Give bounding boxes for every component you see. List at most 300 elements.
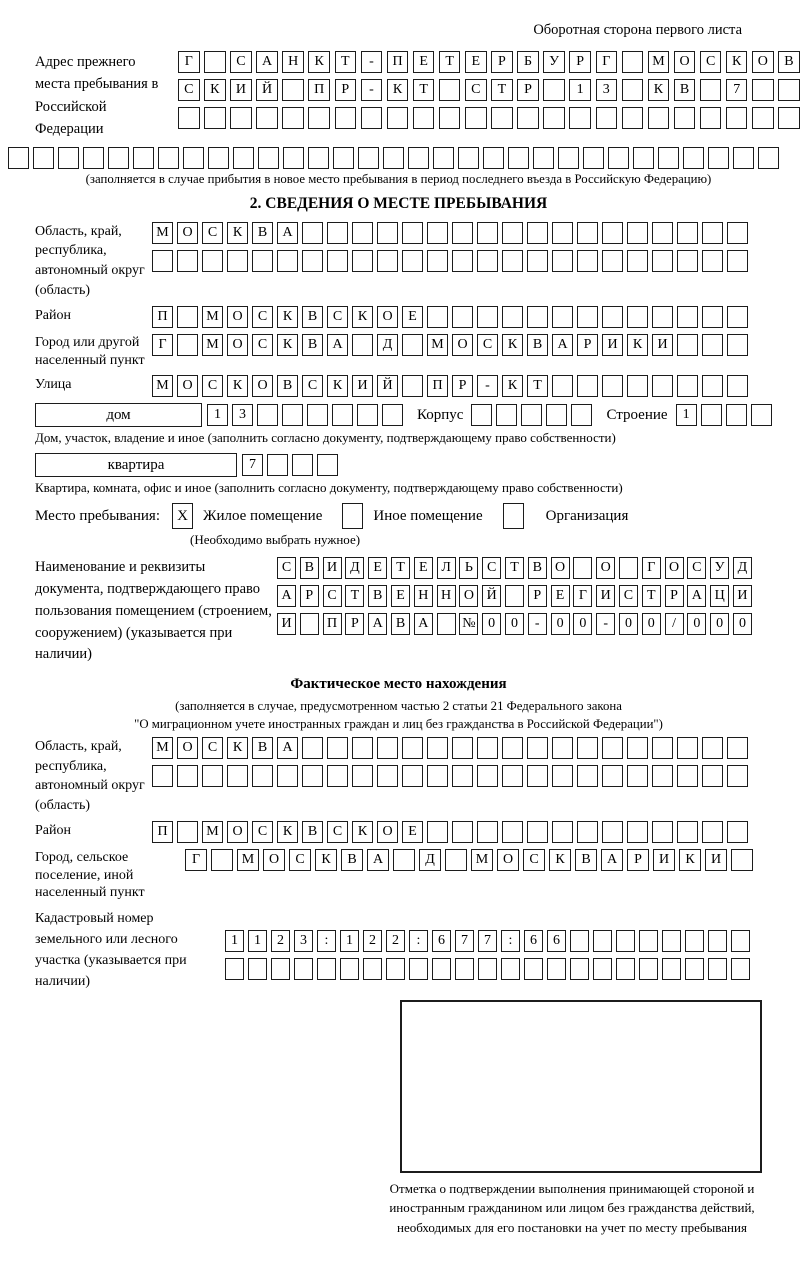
char-box[interactable] (177, 250, 198, 272)
char-box[interactable] (133, 147, 154, 169)
char-box[interactable]: Т (491, 79, 513, 101)
char-box[interactable] (633, 147, 654, 169)
residential-checkbox[interactable]: X (172, 503, 193, 529)
char-box[interactable]: Т (413, 79, 435, 101)
char-box[interactable] (708, 147, 729, 169)
char-box[interactable] (483, 147, 504, 169)
char-box[interactable] (543, 79, 565, 101)
char-box[interactable] (702, 250, 723, 272)
char-box[interactable] (726, 404, 747, 426)
char-box[interactable]: К (502, 375, 523, 397)
char-box[interactable]: О (551, 557, 570, 579)
char-box[interactable] (377, 250, 398, 272)
char-box[interactable] (452, 222, 473, 244)
char-box[interactable]: 6 (432, 930, 451, 952)
char-box[interactable]: В (300, 557, 319, 579)
char-box[interactable] (352, 765, 373, 787)
char-box[interactable] (622, 107, 644, 129)
char-box[interactable] (437, 613, 456, 635)
char-box[interactable] (225, 958, 244, 980)
char-box[interactable] (202, 250, 223, 272)
char-box[interactable]: Т (505, 557, 524, 579)
char-box[interactable] (577, 737, 598, 759)
char-box[interactable]: Е (368, 557, 387, 579)
char-box[interactable]: Е (402, 306, 423, 328)
char-box[interactable] (627, 306, 648, 328)
char-box[interactable]: К (549, 849, 571, 871)
char-box[interactable]: С (302, 375, 323, 397)
char-box[interactable] (570, 930, 589, 952)
char-box[interactable]: С (202, 375, 223, 397)
char-box[interactable] (674, 107, 696, 129)
char-box[interactable] (465, 107, 487, 129)
char-box[interactable]: 0 (551, 613, 570, 635)
char-box[interactable]: М (202, 821, 223, 843)
char-box[interactable] (452, 250, 473, 272)
char-box[interactable] (702, 375, 723, 397)
char-box[interactable] (8, 147, 29, 169)
char-box[interactable]: М (152, 375, 173, 397)
char-box[interactable]: М (202, 334, 223, 356)
char-box[interactable]: В (527, 334, 548, 356)
char-box[interactable]: С (252, 821, 273, 843)
char-box[interactable] (352, 250, 373, 272)
char-box[interactable]: А (277, 737, 298, 759)
char-box[interactable]: 1 (569, 79, 591, 101)
char-box[interactable]: В (302, 306, 323, 328)
char-box[interactable]: Р (491, 51, 513, 73)
char-box[interactable] (726, 107, 748, 129)
char-box[interactable] (302, 250, 323, 272)
char-box[interactable] (502, 737, 523, 759)
char-box[interactable] (496, 404, 517, 426)
char-box[interactable]: 2 (363, 930, 382, 952)
char-box[interactable] (502, 765, 523, 787)
char-box[interactable] (502, 306, 523, 328)
char-box[interactable] (302, 765, 323, 787)
char-box[interactable] (733, 147, 754, 169)
char-box[interactable]: М (202, 306, 223, 328)
char-box[interactable] (256, 107, 278, 129)
char-box[interactable] (648, 107, 670, 129)
char-box[interactable]: Т (642, 585, 661, 607)
char-box[interactable]: О (752, 51, 774, 73)
char-box[interactable]: Д (377, 334, 398, 356)
char-box[interactable] (248, 958, 267, 980)
char-box[interactable] (427, 821, 448, 843)
char-box[interactable] (382, 404, 403, 426)
char-box[interactable]: К (648, 79, 670, 101)
char-box[interactable]: В (252, 222, 273, 244)
char-box[interactable] (327, 250, 348, 272)
char-box[interactable]: 3 (294, 930, 313, 952)
char-box[interactable]: К (502, 334, 523, 356)
char-box[interactable] (524, 958, 543, 980)
char-box[interactable] (333, 147, 354, 169)
char-box[interactable] (727, 765, 748, 787)
char-box[interactable] (677, 737, 698, 759)
char-box[interactable]: С (202, 737, 223, 759)
char-box[interactable]: П (427, 375, 448, 397)
char-box[interactable] (83, 147, 104, 169)
char-box[interactable] (271, 958, 290, 980)
char-box[interactable]: О (227, 306, 248, 328)
char-box[interactable] (352, 222, 373, 244)
char-box[interactable] (211, 849, 233, 871)
char-box[interactable]: К (204, 79, 226, 101)
char-box[interactable] (177, 765, 198, 787)
char-box[interactable] (521, 404, 542, 426)
char-box[interactable] (294, 958, 313, 980)
char-box[interactable]: В (778, 51, 800, 73)
char-box[interactable] (602, 765, 623, 787)
char-box[interactable]: Й (377, 375, 398, 397)
char-box[interactable]: М (237, 849, 259, 871)
char-box[interactable]: Г (573, 585, 592, 607)
char-box[interactable] (658, 147, 679, 169)
dom-type-box[interactable]: дом (35, 403, 202, 427)
char-box[interactable]: Н (437, 585, 456, 607)
char-box[interactable]: К (277, 306, 298, 328)
char-box[interactable]: В (341, 849, 363, 871)
char-box[interactable] (751, 404, 772, 426)
char-box[interactable]: О (227, 821, 248, 843)
char-box[interactable] (702, 737, 723, 759)
char-box[interactable]: - (361, 51, 383, 73)
char-box[interactable] (602, 250, 623, 272)
char-box[interactable]: К (387, 79, 409, 101)
char-box[interactable]: О (377, 306, 398, 328)
char-box[interactable] (358, 147, 379, 169)
char-box[interactable]: И (277, 613, 296, 635)
char-box[interactable] (413, 107, 435, 129)
char-box[interactable]: 0 (733, 613, 752, 635)
char-box[interactable] (652, 250, 673, 272)
char-box[interactable] (282, 107, 304, 129)
char-box[interactable]: С (700, 51, 722, 73)
char-box[interactable] (527, 821, 548, 843)
char-box[interactable]: И (352, 375, 373, 397)
char-box[interactable] (627, 765, 648, 787)
char-box[interactable] (383, 147, 404, 169)
char-box[interactable]: Р (569, 51, 591, 73)
char-box[interactable] (583, 147, 604, 169)
char-box[interactable] (727, 375, 748, 397)
char-box[interactable] (277, 250, 298, 272)
char-box[interactable] (452, 737, 473, 759)
char-box[interactable] (402, 222, 423, 244)
char-box[interactable] (727, 250, 748, 272)
char-box[interactable]: И (653, 849, 675, 871)
char-box[interactable] (752, 79, 774, 101)
char-box[interactable] (308, 147, 329, 169)
char-box[interactable]: И (733, 585, 752, 607)
char-box[interactable]: О (227, 334, 248, 356)
char-box[interactable] (627, 222, 648, 244)
char-box[interactable] (477, 765, 498, 787)
char-box[interactable] (700, 79, 722, 101)
char-box[interactable]: 2 (386, 930, 405, 952)
char-box[interactable] (307, 404, 328, 426)
char-box[interactable] (393, 849, 415, 871)
char-box[interactable]: С (178, 79, 200, 101)
kvartira-type-box[interactable]: квартира (35, 453, 237, 477)
char-box[interactable] (332, 404, 353, 426)
char-box[interactable] (577, 306, 598, 328)
char-box[interactable] (177, 306, 198, 328)
char-box[interactable] (708, 930, 727, 952)
char-box[interactable]: Й (256, 79, 278, 101)
char-box[interactable] (402, 375, 423, 397)
char-box[interactable]: Г (152, 334, 173, 356)
char-box[interactable]: 0 (642, 613, 661, 635)
char-box[interactable]: С (277, 557, 296, 579)
char-box[interactable] (731, 849, 753, 871)
char-box[interactable] (570, 958, 589, 980)
char-box[interactable] (677, 765, 698, 787)
char-box[interactable] (230, 107, 252, 129)
char-box[interactable]: М (152, 222, 173, 244)
char-box[interactable]: Л (437, 557, 456, 579)
char-box[interactable]: А (277, 585, 296, 607)
char-box[interactable]: О (263, 849, 285, 871)
char-box[interactable] (277, 765, 298, 787)
char-box[interactable]: О (596, 557, 615, 579)
char-box[interactable]: 3 (596, 79, 618, 101)
char-box[interactable] (727, 334, 748, 356)
char-box[interactable] (577, 375, 598, 397)
char-box[interactable] (702, 334, 723, 356)
char-box[interactable] (257, 404, 278, 426)
char-box[interactable] (558, 147, 579, 169)
char-box[interactable]: Н (414, 585, 433, 607)
char-box[interactable] (317, 454, 338, 476)
char-box[interactable]: 6 (547, 930, 566, 952)
char-box[interactable] (427, 306, 448, 328)
char-box[interactable] (608, 147, 629, 169)
char-box[interactable]: : (501, 930, 520, 952)
char-box[interactable] (702, 821, 723, 843)
char-box[interactable]: - (528, 613, 547, 635)
char-box[interactable] (402, 765, 423, 787)
char-box[interactable] (302, 737, 323, 759)
char-box[interactable]: А (414, 613, 433, 635)
char-box[interactable]: С (252, 306, 273, 328)
char-box[interactable]: Р (452, 375, 473, 397)
char-box[interactable] (33, 147, 54, 169)
char-box[interactable]: 6 (524, 930, 543, 952)
char-box[interactable]: И (652, 334, 673, 356)
char-box[interactable] (471, 404, 492, 426)
char-box[interactable] (502, 250, 523, 272)
char-box[interactable] (233, 147, 254, 169)
char-box[interactable]: 3 (232, 404, 253, 426)
char-box[interactable]: А (277, 222, 298, 244)
char-box[interactable] (327, 737, 348, 759)
char-box[interactable] (727, 222, 748, 244)
char-box[interactable]: О (252, 375, 273, 397)
char-box[interactable]: П (387, 51, 409, 73)
char-box[interactable] (652, 821, 673, 843)
char-box[interactable] (458, 147, 479, 169)
char-box[interactable]: Ь (459, 557, 478, 579)
char-box[interactable] (455, 958, 474, 980)
char-box[interactable] (701, 404, 722, 426)
char-box[interactable] (152, 765, 173, 787)
char-box[interactable] (317, 958, 336, 980)
char-box[interactable]: Р (577, 334, 598, 356)
char-box[interactable]: В (528, 557, 547, 579)
char-box[interactable] (477, 306, 498, 328)
char-box[interactable]: С (619, 585, 638, 607)
char-box[interactable]: Р (300, 585, 319, 607)
char-box[interactable] (702, 222, 723, 244)
char-box[interactable]: 1 (207, 404, 228, 426)
char-box[interactable] (527, 222, 548, 244)
char-box[interactable] (652, 765, 673, 787)
char-box[interactable]: 7 (455, 930, 474, 952)
char-box[interactable] (622, 79, 644, 101)
char-box[interactable]: Т (391, 557, 410, 579)
char-box[interactable]: А (367, 849, 389, 871)
char-box[interactable]: 0 (619, 613, 638, 635)
char-box[interactable] (427, 250, 448, 272)
char-box[interactable] (202, 765, 223, 787)
char-box[interactable]: К (627, 334, 648, 356)
char-box[interactable] (527, 306, 548, 328)
char-box[interactable] (593, 930, 612, 952)
char-box[interactable]: И (596, 585, 615, 607)
char-box[interactable]: С (327, 821, 348, 843)
char-box[interactable] (708, 958, 727, 980)
char-box[interactable]: М (471, 849, 493, 871)
char-box[interactable] (252, 250, 273, 272)
char-box[interactable] (178, 107, 200, 129)
char-box[interactable]: М (152, 737, 173, 759)
char-box[interactable] (527, 250, 548, 272)
char-box[interactable]: П (323, 613, 342, 635)
char-box[interactable] (204, 51, 226, 73)
char-box[interactable] (552, 306, 573, 328)
char-box[interactable]: А (601, 849, 623, 871)
char-box[interactable] (677, 306, 698, 328)
char-box[interactable]: М (427, 334, 448, 356)
char-box[interactable]: К (726, 51, 748, 73)
char-box[interactable]: В (277, 375, 298, 397)
char-box[interactable] (357, 404, 378, 426)
char-box[interactable] (258, 147, 279, 169)
char-box[interactable] (282, 404, 303, 426)
char-box[interactable]: К (327, 375, 348, 397)
char-box[interactable]: Р (335, 79, 357, 101)
char-box[interactable]: К (308, 51, 330, 73)
char-box[interactable] (502, 821, 523, 843)
char-box[interactable] (177, 821, 198, 843)
char-box[interactable] (252, 765, 273, 787)
char-box[interactable]: К (352, 306, 373, 328)
char-box[interactable]: О (377, 821, 398, 843)
char-box[interactable] (204, 107, 226, 129)
char-box[interactable]: С (252, 334, 273, 356)
char-box[interactable]: И (602, 334, 623, 356)
char-box[interactable] (533, 147, 554, 169)
char-box[interactable]: К (227, 375, 248, 397)
char-box[interactable]: 0 (710, 613, 729, 635)
char-box[interactable]: Р (665, 585, 684, 607)
char-box[interactable] (622, 51, 644, 73)
char-box[interactable]: С (465, 79, 487, 101)
char-box[interactable]: 1 (248, 930, 267, 952)
char-box[interactable] (517, 107, 539, 129)
char-box[interactable] (700, 107, 722, 129)
char-box[interactable] (577, 765, 598, 787)
char-box[interactable]: - (477, 375, 498, 397)
char-box[interactable] (627, 821, 648, 843)
char-box[interactable]: Н (282, 51, 304, 73)
char-box[interactable]: В (391, 613, 410, 635)
char-box[interactable] (439, 79, 461, 101)
char-box[interactable] (302, 222, 323, 244)
char-box[interactable]: У (543, 51, 565, 73)
char-box[interactable] (552, 737, 573, 759)
char-box[interactable] (731, 930, 750, 952)
char-box[interactable] (627, 250, 648, 272)
char-box[interactable]: - (361, 79, 383, 101)
char-box[interactable] (377, 765, 398, 787)
char-box[interactable] (177, 334, 198, 356)
char-box[interactable]: К (352, 821, 373, 843)
char-box[interactable]: В (302, 334, 323, 356)
char-box[interactable]: - (596, 613, 615, 635)
char-box[interactable] (501, 958, 520, 980)
char-box[interactable]: Г (185, 849, 207, 871)
char-box[interactable]: И (705, 849, 727, 871)
char-box[interactable]: Г (178, 51, 200, 73)
other-premises-checkbox[interactable] (342, 503, 363, 529)
organization-checkbox[interactable] (503, 503, 524, 529)
char-box[interactable] (340, 958, 359, 980)
char-box[interactable]: С (289, 849, 311, 871)
char-box[interactable] (652, 222, 673, 244)
char-box[interactable] (778, 107, 800, 129)
char-box[interactable]: Е (413, 51, 435, 73)
char-box[interactable]: О (665, 557, 684, 579)
char-box[interactable] (652, 306, 673, 328)
char-box[interactable] (727, 306, 748, 328)
char-box[interactable]: Р (627, 849, 649, 871)
char-box[interactable] (402, 250, 423, 272)
char-box[interactable]: / (665, 613, 684, 635)
char-box[interactable] (573, 557, 592, 579)
char-box[interactable] (596, 107, 618, 129)
char-box[interactable]: К (277, 821, 298, 843)
char-box[interactable]: 0 (573, 613, 592, 635)
char-box[interactable]: И (323, 557, 342, 579)
char-box[interactable] (527, 737, 548, 759)
char-box[interactable]: М (648, 51, 670, 73)
char-box[interactable]: А (327, 334, 348, 356)
char-box[interactable] (452, 765, 473, 787)
char-box[interactable] (616, 958, 635, 980)
char-box[interactable] (491, 107, 513, 129)
char-box[interactable] (439, 107, 461, 129)
char-box[interactable] (677, 821, 698, 843)
char-box[interactable]: 7 (242, 454, 263, 476)
char-box[interactable] (427, 765, 448, 787)
char-box[interactable] (677, 375, 698, 397)
char-box[interactable]: О (177, 737, 198, 759)
char-box[interactable]: Т (345, 585, 364, 607)
